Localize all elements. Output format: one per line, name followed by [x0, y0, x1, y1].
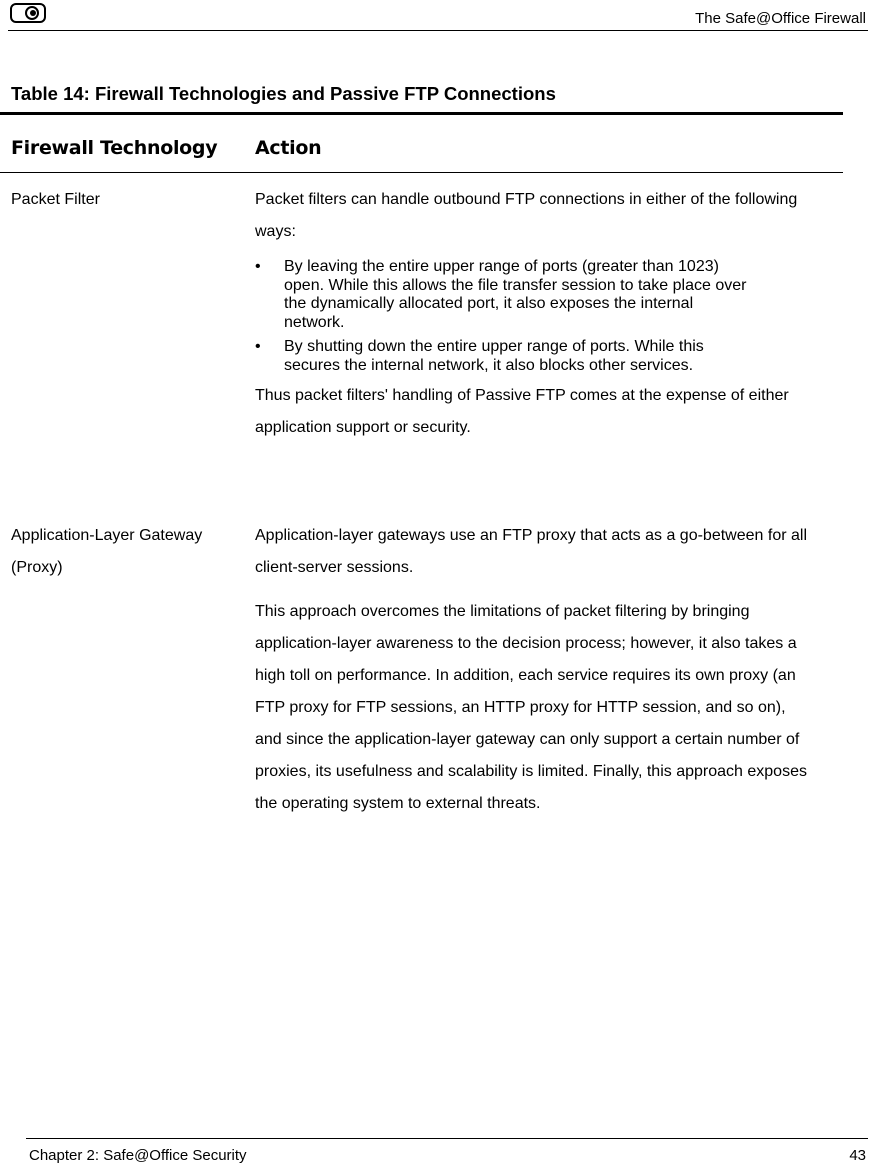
footer-chapter: Chapter 2: Safe@Office Security: [29, 1147, 247, 1164]
safe-at-office-logo-icon: [10, 3, 46, 23]
row-action-application-gateway: [255, 520, 825, 820]
gateway-paragraph-1: Application-layer gateways use an FTP proxy that acts as a go-between for all client-server sessions.: [255, 527, 807, 576]
list-item: [255, 258, 754, 332]
footer-rule: [26, 1138, 868, 1139]
row-action-packet-filter: [255, 184, 825, 444]
bullet-text: By leaving the entire upper range of ports (greater than 1023) open. While this allows the file transfer session to take place over the dynamically allocated port, it also exposes the internal network.: [284, 258, 747, 331]
bullet-text: By shutting down the entire upper range of ports. While this secures the internal network, it also blocks other services.: [284, 338, 704, 374]
page-header: [8, 0, 868, 31]
header-title: The Safe@Office Firewall: [695, 10, 866, 27]
table-top-rule: [0, 112, 843, 115]
table-caption: Table 14: Firewall Technologies and Passive FTP Connections: [11, 83, 556, 104]
packet-filter-intro: Packet filters can handle outbound FTP connections in either of the following ways:: [255, 191, 798, 240]
footer-page-number: 43: [849, 1147, 866, 1164]
header-rule: [0, 172, 843, 173]
list-item: [255, 338, 754, 375]
column-header-action: Action: [255, 137, 322, 159]
column-header-technology: Firewall Technology: [11, 137, 218, 159]
bullet-icon: •: [255, 258, 261, 275]
packet-filter-conclusion: Thus packet filters' handling of Passive FTP comes at the expense of either application support or security.: [255, 387, 789, 436]
packet-filter-bullet-list: [255, 258, 825, 375]
bullet-icon: •: [255, 338, 261, 355]
row-technology-application-gateway: Application-Layer Gateway (Proxy): [11, 527, 203, 576]
row-technology-packet-filter: Packet Filter: [11, 191, 100, 208]
gateway-paragraph-2: This approach overcomes the limitations of packet filtering by bringing application-layer awareness to the decision process; however, it also takes a high toll on performance. In addition, each service requires its own proxy (an FTP proxy for FTP sessions, an HTTP proxy for HTTP session, and so on), and since the application-layer gateway can only support a certain number of proxies, its usefulness and scalability is limited. Finally, this approach exposes the operating system to external threats.: [255, 603, 807, 812]
